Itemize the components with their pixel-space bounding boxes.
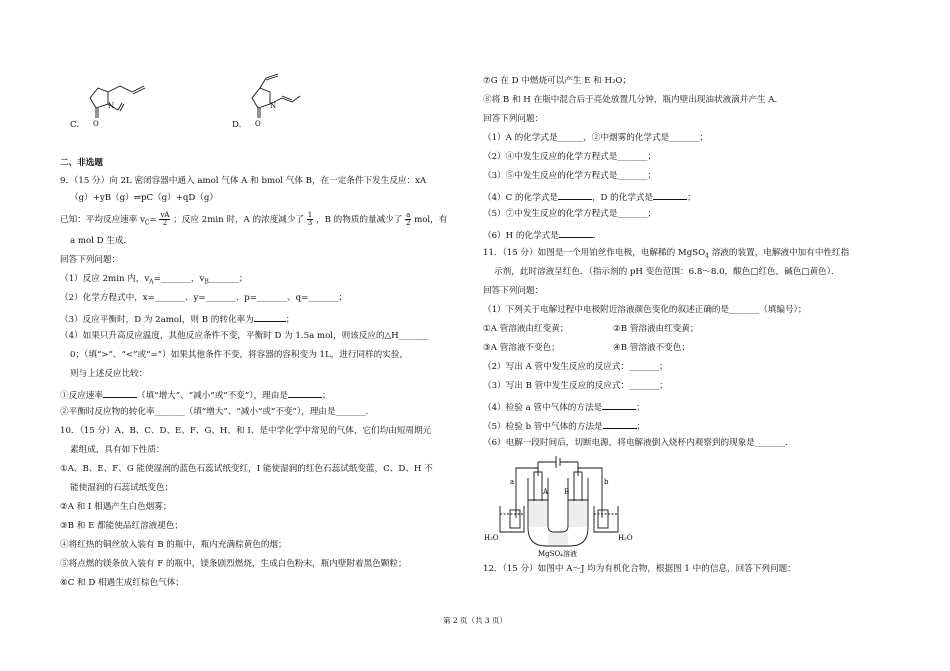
label-B: B [564, 488, 570, 496]
q9-line: （3）反应平衡时，D 为 2amol，则 B 的转化率为 ； [60, 312, 294, 326]
atom-n: N [108, 102, 115, 110]
q11-option: ②B 管溶液由红变黄； [613, 324, 699, 334]
label-b: b [604, 478, 609, 486]
label-h2o-left: H₂O [484, 534, 499, 542]
q11-line: （3）写出 B 管中发生反应的反应式：_______； [483, 381, 668, 391]
q10-line: ⑤将点燃的镁条放入装有 F 的瓶中，镁条剧烈燃烧，生成白色粉末，瓶内壁附着黑色颗粒； [60, 559, 407, 569]
q9-line: （1）反应 2min 内，$v_A=\_\_\_\_\_\_\_$，$v_B\_\_\_\_\_\_\_$； [60, 274, 248, 286]
q10-line: ③B 和 E 都能使品红溶液褪色； [60, 521, 184, 531]
q9-line: （4）如果只升高反应温度，其他反应条件不变，平衡时 D 为 1.5a mol，则该反应的△H_______ [60, 331, 429, 341]
q9-line: a mol D 生成． [70, 236, 133, 246]
label-A: A [543, 488, 549, 496]
atom-n: N [270, 102, 277, 110]
atom-o: O [255, 120, 261, 128]
label-h2o-right: H₂O [618, 534, 633, 542]
q9-line: ①反应速率 （填“增大”、“减小”或“不变”），理由是 ； [60, 388, 331, 402]
section-title: 二、非选题 [60, 158, 103, 168]
option-d-label: D. [232, 120, 242, 130]
option-d-molecule-diagram [236, 66, 326, 132]
q11-line: （4）检验 a 管中气体的方法是 ； [483, 400, 645, 414]
q10-line: ①A、B、E、F、G 能使湿润的蓝色石蕊试纸变红，I 能使湿润的红色石蕊试纸变蓝，C、D、H 不 [60, 464, 433, 474]
q11-line: （5）检验 b 管中气体的方法是 ； [483, 419, 645, 433]
q11-line: （1）下列关于电解过程中电极附近溶液颜色变化的叙述正确的是_______（填编号）； [483, 305, 807, 315]
q10-line: 回答下列问题： [483, 114, 544, 124]
q10-line: 素组成，具有如下性质： [70, 445, 165, 455]
q11-option: ③A 管溶液不变色； [483, 343, 560, 353]
answer-blank[interactable] [603, 419, 637, 429]
q11-line: （2）写出 A 管中发生反应的反应式：_______； [483, 362, 668, 372]
q10-line: （5）⑦中发生反应的化学方程式是_______； [483, 209, 657, 219]
q9-line: ②平衡时反应物的转化率_______（填“增大”、“减小”或“不变”），理由是_______． [60, 407, 375, 417]
page-footer: 第 2 页（共 3 页） [442, 616, 508, 625]
label-a: a [510, 478, 515, 486]
q9-line: （2）化学方程式中，x=_______、y=_______、p=_______、q=_______； [60, 293, 348, 303]
q9-line: 0；（填“>”、“<”或“=”）如果其他条件不变，将容器的容积变为 1L，进行同样的实验， [70, 350, 409, 360]
q10-line: ②A 和 I 相遇产生白色烟雾； [60, 502, 172, 512]
q10-line: （1）A 的化学式是______，②中烟雾的化学式是_______； [483, 133, 708, 143]
fraction: $\frac{vA}{2}$ [160, 211, 170, 227]
q10-line: （4）C 的化学式是 ，D 的化学式是 ； [483, 190, 696, 204]
q11-option: ①A 管溶液由红变黄； [483, 324, 569, 334]
answer-blank[interactable] [254, 312, 286, 322]
answer-blank[interactable] [653, 190, 687, 200]
label-mgso4: MgSO₄溶液 [538, 550, 577, 558]
q10-line: 能使湿润的石蕊试纸变色； [70, 483, 174, 493]
atom-o: O [93, 120, 99, 128]
q11-line: （6）电解一段时间后，切断电源，将电解液倒入烧杯内观察到的现象是_______． [483, 438, 794, 448]
q10-line: 10．（15 分）A、B、C、D、E、F、G、H、和 I、是中学化学中常见的气体，它们均由短周期元 [60, 426, 432, 436]
q10-line: ④将红热的铜丝放入装有 B 的瓶中，瓶内充满棕黄色的烟； [60, 540, 287, 550]
q11-option: ④B 管溶液不变色； [613, 343, 690, 353]
fraction: $\frac{1}{3}$ [307, 211, 313, 227]
option-c-label: C. [70, 120, 80, 130]
q10-line: （6）H 的化学式是 ． [483, 228, 601, 242]
fraction: $\frac{a}{2}$ [406, 211, 411, 227]
answer-blank[interactable] [602, 400, 636, 410]
electrolysis-apparatus-diagram [482, 448, 642, 558]
q9-line: 已知：平均反应速率 $v_C=$ $\frac{vA}{2}$ ；反应 2min 时，A 的浓度减少了 $\frac{1}{3}$ ，B 的物质的量减少了 $\frac{a}{2}$ mol，有 [60, 211, 448, 227]
q12-line: 12．（15 分）如图中 A～J 均为有机化合物，根据图 1 中的信息，回答下列问题： [483, 564, 796, 574]
q10-line: （2）④中发生反应的化学方程式是_______； [483, 152, 657, 162]
q9-line: （g）+yB（g）⇌pC（g）+qD（g） [70, 193, 218, 203]
q11-line: 11．（15 分）如图是一个用铂丝作电极，电解稀的 MgSO$_4$ 溶液的装置，电解液中加有中性红指 [483, 248, 850, 260]
answer-blank[interactable] [559, 228, 593, 238]
q10-line: ⑧将 B 和 H 在瓶中混合后于亮处放置几分钟，瓶内壁出现油状液滴并产生 A． [483, 95, 784, 105]
q9-line: 回答下列问题： [60, 255, 121, 265]
q10-line: ⑥C 和 D 相遇生成红棕色气体； [60, 578, 184, 588]
q9-line: 9．（15 分）向 2L 密闭容器中通入 amol 气体 A 和 bmol 气体 B，在一定条件下发生反应：xA [60, 176, 427, 186]
option-c-molecule-diagram [74, 70, 164, 132]
answer-blank[interactable] [558, 190, 592, 200]
q11-line: 回答下列问题： [483, 286, 544, 296]
q11-line: 示剂，此时溶液呈红色．（指示剂的 pH 变色范围：6.8～8.0，酸色□红色，碱色□黄色）． [494, 267, 840, 277]
answer-blank[interactable] [103, 388, 137, 398]
q10-line: ⑦G 在 D 中燃烧可以产生 E 和 H₂O； [483, 76, 632, 86]
q10-line: （3）⑤中发生反应的化学方程式是_______； [483, 171, 657, 181]
answer-blank[interactable] [288, 388, 322, 398]
q9-line: 则与上述反应比较： [70, 369, 148, 379]
